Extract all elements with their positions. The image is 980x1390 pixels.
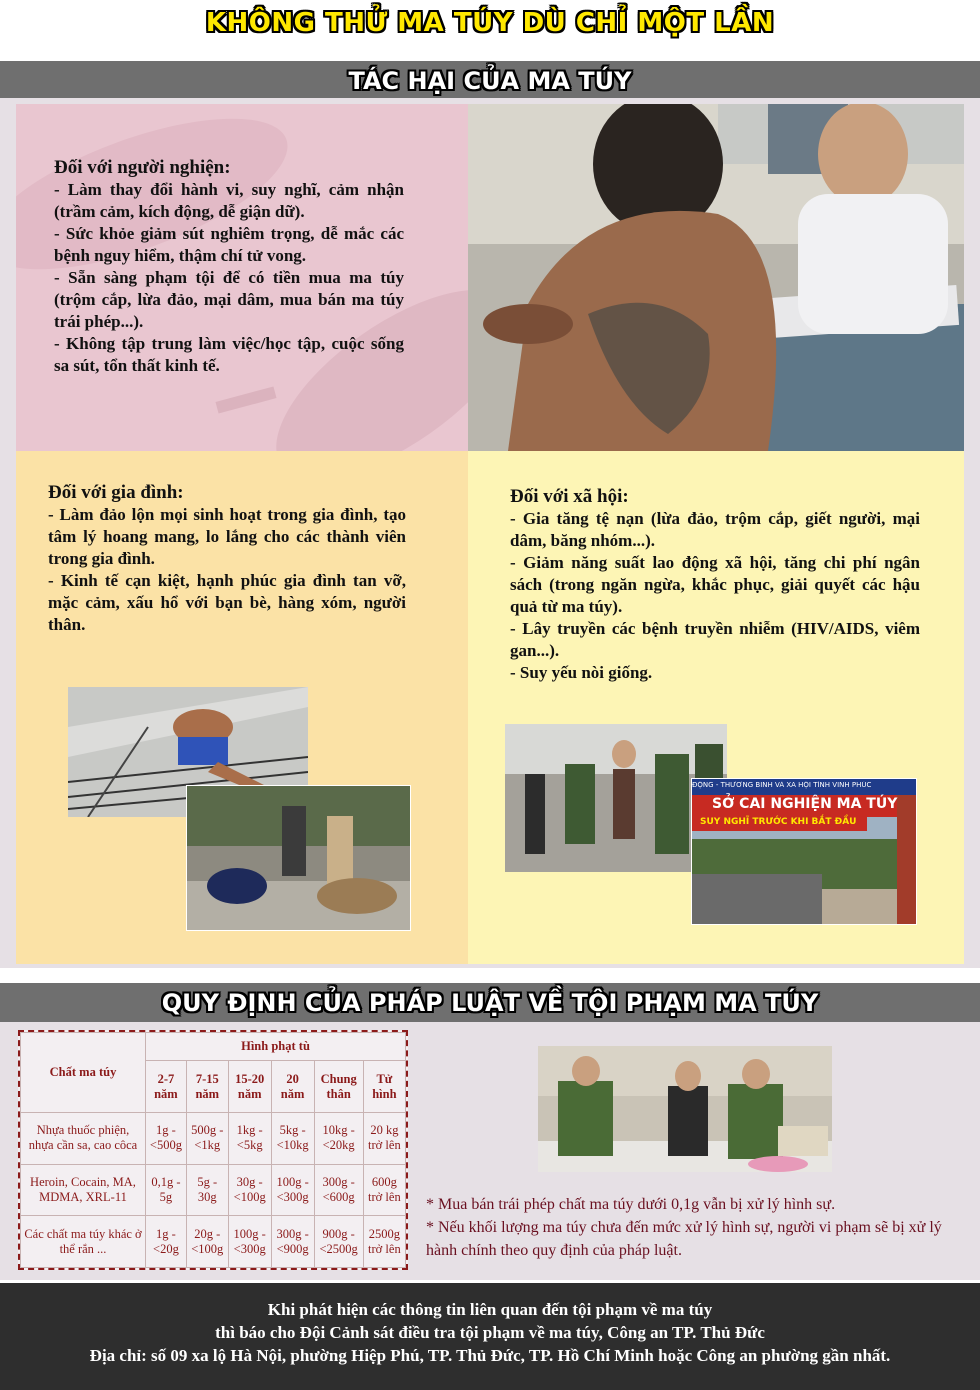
family-line: - Kinh tế cạn kiệt, hạnh phúc gia đình tan vỡ, mặc cảm, xấu hổ với bạn bè, hàng xóm, người thân. <box>48 571 406 634</box>
society-text <box>510 485 920 684</box>
table-row <box>21 1164 406 1216</box>
footer-address: Địa chỉ: số 09 xa lộ Hà Nội, phường Hiệp Phú, TP. Thủ Đức, TP. Hồ Chí Minh hoặc Công an phường gần nhất. <box>89 1346 891 1365</box>
substance-cell: Nhựa thuốc phiện, nhựa cần sa, cao côca <box>21 1112 146 1164</box>
addicts-line: - Sức khỏe giảm sút nghiêm trọng, dễ mắc các bệnh nguy hiểm, thậm chí tử vong. <box>54 224 404 265</box>
society-line: - Suy yếu nòi giống. <box>510 663 653 682</box>
society-line: - Giảm năng suất lao động xã hội, tăng chi phí ngân sách (trong ngăn ngừa, khắc phục, giải quyết các hậu quả từ ma túy). <box>510 553 920 616</box>
penalty-cell: 5g - 30g <box>186 1164 228 1216</box>
penalty-cell: 300g - <600g <box>314 1164 363 1216</box>
section1-title: TÁC HẠI CỦA MA TÚY <box>348 67 632 95</box>
penalty-cell: 2500g trở lên <box>363 1216 405 1268</box>
law-note: * Mua bán trái phép chất ma túy dưới 0,1g vẫn bị xử lý hình sự. <box>426 1196 836 1213</box>
penalty-cell: 20 kg trở lên <box>363 1112 405 1164</box>
substance-cell: Các chất ma túy khác ở thể rắn ... <box>21 1216 146 1268</box>
rehab-sign-main: SỞ CAI NGHIỆN MA TÚY <box>712 796 898 812</box>
penalty-cell: 500g - <1kg <box>186 1112 228 1164</box>
addicts-line: - Làm thay đổi hành vi, suy nghĩ, cảm nhận (trầm cảm, kích động, dễ giận dữ). <box>54 180 404 221</box>
footer-line: thì báo cho Đội Cảnh sát điều tra tội phạm về ma túy, Công an TP. Thủ Đức <box>215 1323 765 1342</box>
rehab-sign-sub: SUY NGHĨ TRƯỚC KHI BẮT ĐẦU <box>700 817 857 827</box>
table-row <box>21 1112 406 1164</box>
rehab-sign-top: ĐỘNG - THƯƠNG BINH VÀ XÃ HỘI TỈNH VĨNH PHÚC <box>692 781 872 789</box>
law-note: * Nếu khối lượng ma túy chưa đến mức xử lý hình sự, người vi phạm sẽ bị xử lý hành chính theo quy định của pháp luật. <box>426 1219 942 1259</box>
penalty-cell: 100g - <300g <box>271 1164 314 1216</box>
penalty-cell: 900g - <2500g <box>314 1216 363 1268</box>
family-line: - Làm đảo lộn mọi sinh hoạt trong gia đình, tạo tâm lý hoang mang, lo lắng cho các thành viên trong gia đình. <box>48 505 406 568</box>
penalty-cell: 1g - <500g <box>146 1112 187 1164</box>
law-table-frame <box>18 1030 408 1270</box>
penalty-column-header: 2-7 năm <box>146 1061 187 1113</box>
section2-bar <box>0 983 980 1023</box>
law-notes <box>426 1193 954 1262</box>
penalty-column-header: 20 năm <box>271 1061 314 1113</box>
section2-title: QUY ĐỊNH CỦA PHÁP LUẬT VỀ TỘI PHẠM MA TÚY <box>161 989 819 1017</box>
addicts-heading: Đối với người nghiện: <box>54 157 231 178</box>
penalty-cell: 600g trở lên <box>363 1164 405 1216</box>
society-line: - Gia tăng tệ nạn (lừa đảo, trộm cắp, giết người, mại dâm, băng nhóm...). <box>510 509 920 550</box>
substance-header: Chất ma túy <box>21 1033 146 1113</box>
footer-line: Khi phát hiện các thông tin liên quan đến tội phạm về ma túy <box>267 1300 713 1319</box>
addicts-line: - Không tập trung làm việc/học tập, cuộc sống sa sút, tổn thất kinh tế. <box>54 334 404 375</box>
family-heading: Đối với gia đình: <box>48 482 184 503</box>
penalty-cell: 20g - <100g <box>186 1216 228 1268</box>
rehab-center-photo <box>691 778 917 925</box>
penalty-cell: 1g - <20g <box>146 1216 187 1268</box>
penalty-cell: 1kg - <5kg <box>228 1112 271 1164</box>
table-row <box>21 1216 406 1268</box>
penalty-cell: 0,1g - 5g <box>146 1164 187 1216</box>
addicts-panel <box>16 104 468 451</box>
penalty-column-header: 7-15 năm <box>186 1061 228 1113</box>
footer <box>0 1283 980 1390</box>
society-panel <box>468 451 964 964</box>
family-text <box>48 481 406 636</box>
penalty-column-header: Tử hình <box>363 1061 405 1113</box>
addicts-text <box>54 156 404 377</box>
penalty-cell: 30g - <100g <box>228 1164 271 1216</box>
section1-bar <box>0 61 980 101</box>
penalty-column-header: Chung thân <box>314 1061 363 1113</box>
page-title: KHÔNG THỬ MA TÚY DÙ CHỈ MỘT LẦN <box>205 8 775 38</box>
society-line: - Lây truyền các bệnh truyền nhiễm (HIV/AIDS, viêm gan...). <box>510 619 920 660</box>
addicts-line: - Sẵn sàng phạm tội để có tiền mua ma túy (trộm cắp, lừa đảo, mại dâm, mua bán ma túy trái phép...). <box>54 268 404 331</box>
penalty-column-header: 15-20 năm <box>228 1061 271 1113</box>
street-fight-photo <box>186 785 411 931</box>
police-seizure-photo <box>538 1046 832 1172</box>
family-panel <box>16 451 468 964</box>
penalty-cell: 300g - <900g <box>271 1216 314 1268</box>
penalty-header: Hình phạt tù <box>146 1033 406 1061</box>
society-heading: Đối với xã hội: <box>510 486 629 507</box>
penalty-cell: 10kg - <20kg <box>314 1112 363 1164</box>
substance-cell: Heroin, Cocain, MA, MDMA, XRL-11 <box>21 1164 146 1216</box>
penalty-cell: 5kg - <10kg <box>271 1112 314 1164</box>
law-table <box>20 1032 406 1268</box>
doctor-patient-photo <box>468 104 964 451</box>
penalty-cell: 100g - <300g <box>228 1216 271 1268</box>
